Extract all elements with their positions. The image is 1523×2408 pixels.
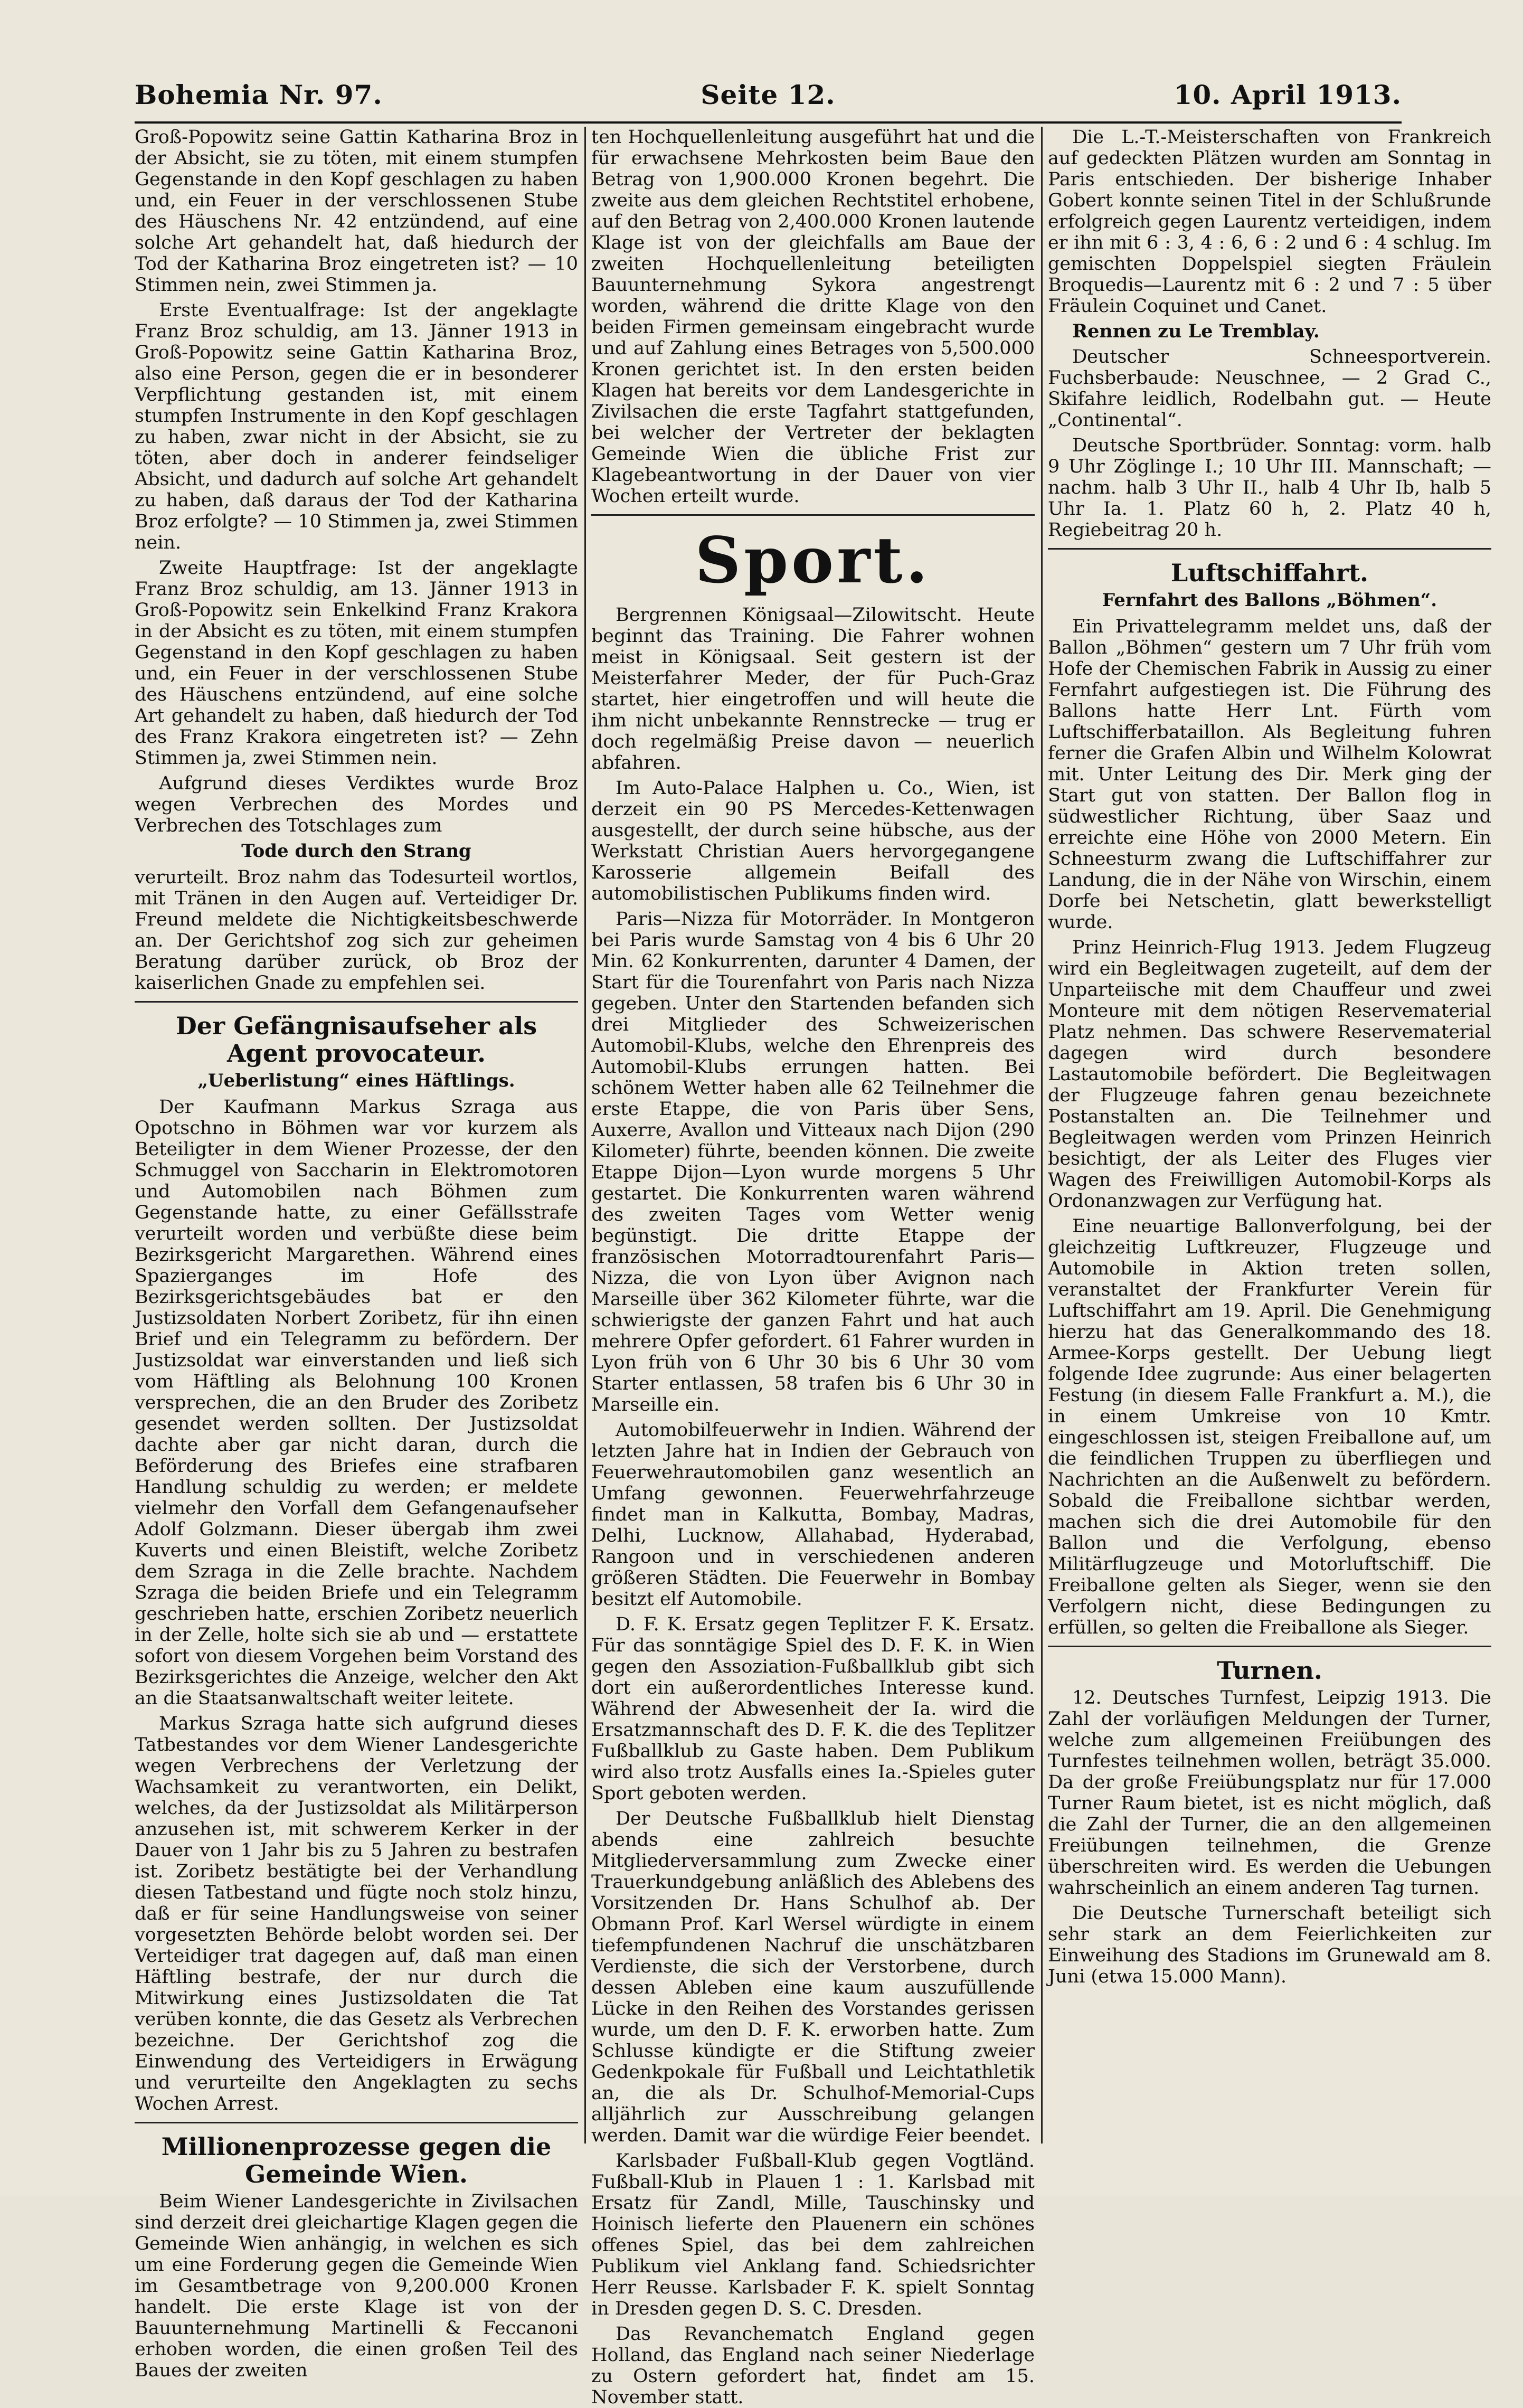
sport-paragraph-sportbrueder: Deutsche Sportbrüder. Sonntag: vorm. halb 9 Uhr Zöglinge I.; 10 Uhr III. Mannschaft; — nachm. halb 3 Uhr II., halb 4 Uhr Ib, halb 5 Uhr Ia. 1. Platz 60 h, 2. Platz 40 h, Regiebeitrag 20 h. [1048,435,1491,541]
agent-paragraph-1: Der Kaufmann Markus Szraga aus Opotschno in Böhmen war vor kurzem als Beteiligter in dem Wiener Prozesse, der den Schmuggel von Saccharin in Elektromotoren und Automobilen nach Böhmen zum Gegenstande hatte, zu einer Gefällsstrafe verurteilt worden und verbüßte diese beim Bezirksgericht Margarethen. Während eines Spazierganges im Hofe des Bezirksgerichtsgebäudes bat er den Justizsoldaten Norbert Zoribetz, für ihn einen Brief und ein Telegramm zu befördern. Der Justizsoldat war einverstanden und ließ sich vom Häftling als Belohnung 100 Kronen versprechen, die an den Bruder des Zoribetz gesendet werden sollten. Der Justizsoldat dachte aber gar nicht daran, durch die Beförderung des Briefes eine strafbaren Handlung schuldig zu werden; er meldete vielmehr den Vorfall dem Gefangenaufseher Adolf Golzmann. Dieser übergab ihm zwei Kuverts und einen Bleistift, welche Zoribetz dem Szraga in die Zelle brachte. Nachdem Szraga die beiden Briefe und ein Telegramm geschrieben hatte, erschien Zoribetz neuerlich in der Zelle, holte sich sie ab und — erstattete sofort von diesem Vorgehen beim Vorstand des Bezirksgerichtes die Anzeige, welcher den Akt an die Staatsanwaltschaft weiter leitete. [135,1097,578,1709]
masthead [135,79,1402,124]
column-3 [1048,127,1491,2133]
sport-paragraph-bergrennen: Bergrennen Königsaal—Zilowitscht. Heute beginnt das Training. Die Fahrer wohnen meist in Königsaal. Seit gestern ist der Meisterfahrer Meder, der für Puch-Graz startet, hier eingetroffen und will heute die ihm nicht unbekannte Rennstrecke — trug er doch regelmäßig Preise davon — neuerlich abfahren. [591,605,1035,773]
sport-paragraph-tennis: Die L.-T.-Meisterschaften von Frankreich auf gedeckten Plätzen wurden am Sonntag in Paris entschieden. Der bisherige Inhaber Gobert konnte seinen Titel in der Schlußrunde erfolgreich gegen Laurentz verteidigen, indem er ihn mit 6 : 3, 4 : 6, 6 : 2 und 6 : 4 schlug. Im gemischten Doppelspiel siegten Fräulein Broquedis—Laurentz mit 6 : 2 und 7 : 5 über Fräulein Coquinet und Canet. [1048,127,1491,317]
masthead-page-number: Seite 12. [701,79,836,110]
sport-paragraph-le-tremblay: Rennen zu Le Tremblay. [1072,320,1320,342]
trial-paragraph-2: Erste Eventualfrage: Ist der angeklagte Franz Broz schuldig, am 13. Jänner 1913 in Groß-Popowitz seine Gattin Katharina Broz, also eine Person, gegen die er in besonderer Verpflichtung gestanden ist, mit einem stumpfen Instrumente in den Kopf geschlagen zu haben, zwar nicht in der Absicht, sie zu töten, aber doch in anderer feindseliger Absicht, und dadurch auf solche Art gehandelt zu haben, daß daraus der Tod der Katharina Broz erfolgte? — 10 Stimmen ja, zwei Stimmen nein. [135,300,578,553]
article-separator [591,514,1035,516]
turnen-paragraph-leipzig: 12. Deutsches Turnfest, Leipzig 1913. Die Zahl der vorläufigen Meldungen der Turner, welche zum allgemeinen Freiübungen des Turnfestes teilnehmen wollen, beträgt 35.000. Da der große Freiübungsplatz nur für 17.000 Turner Raum bietet, ist es nicht möglich, daß die Zahl der Turner, die an den allgemeinen Freiübungen teilnehmen, die Grenze überschreiten wird. Es werden die Uebungen wahrscheinlich an einem anderen Tag turnen. [1048,1687,1491,1899]
agent-paragraph-2: Markus Szraga hatte sich aufgrund dieses Tatbestandes vor dem Wiener Landesgerichte wegen Verbrechens der Verletzung der Wachsamkeit zu verantworten, ein Delikt, welches, da der Justizsoldat als Militärperson anzusehen ist, mit schwerem Kerker in der Dauer von 1 Jahr bis zu 5 Jahren zu bestrafen ist. Zoribetz bestätigte bei der Verhandlung diesen Tatbestand und fügte noch stolz hinzu, daß er für seine Handlungsweise von seiner vorgesetzten Behörde belobt worden sei. Der Verteidiger trat dagegen auf, daß man einen Häftling bestrafe, der nur durch die Mitwirkung eines Justizsoldaten die Tat verüben konnte, die das Gesetz als Verbrechen bezeichne. Der Gerichtshof zog die Einwendung des Verteidigers in Erwägung und verurteilte den Angeklagten zu sechs Wochen Arrest. [135,1713,578,2114]
luft-paragraph-ballonverfolgung: Eine neuartige Ballonverfolgung, bei der gleichzeitig Luftkreuzer, Flugzeuge und Automobile in Aktion treten sollen, veranstaltet der Frankfurter Verein für Luftschiffahrt am 19. April. Die Genehmigung hierzu hat das Generalkommando des 18. Armee-Korps gestellt. Der Uebung liegt folgende Idee zugrunde: Aus einer belagerten Festung (in diesem Falle Frankfurt a. M.), die in einem Umkreise von 10 Kmtr. eingeschlossen ist, steigen Freiballone auf, um die feindlichen Truppen zu überfliegen und Nachrichten an die Außenwelt zu befördern. Sobald die Freiballone sichtbar werden, machen sich die drei Automobile für den Ballon und die Verfolgung, ebenso Militärflugzeuge und Motorluftschiff. Die Freiballone gelten als Sieger, wenn sie den Verfolgern nicht, diese Bedingungen zu erfüllen, so gelten die Freiballone als Sieger. [1048,1216,1491,1638]
millionen-paragraph-1: Beim Wiener Landesgerichte in Zivilsachen sind derzeit drei gleichartige Klagen gegen die Gemeinde Wien anhängig, in welchen es sich um eine Forderung gegen die Gemeinde Wien im Gesamtbetrage von 9,200.000 Kronen handelt. Die erste Klage ist von der Bauunternehmung Martinelli & Feccanoni erhoben worden, die einen großen Teil des Baues der zweiten [135,2191,578,2381]
column-rule-right [1041,127,1043,2143]
article-separator [1048,548,1491,550]
sport-paragraph-karlsbader: Karlsbader Fußball-Klub gegen Vogtländ. Fußball-Klub in Plauen 1 : 1. Karlsbad mit Ersatz für Zandl, Mille, Tauschinsky und Hoinisch lieferte den Plauenern ein schönes offenes Spiel, das bei dem zahlreichen Publikum viel Anklang fand. Schiedsrichter Herr Reusse. Karlsbader F. K. spielt Sonntag in Dresden gegen D. S. C. Dresden. [591,2150,1035,2319]
sport-paragraph-auto-palace: Im Auto-Palace Halphen u. Co., Wien, ist derzeit ein 90 PS Mercedes-Kettenwagen ausgestellt, der durch seine hübsche, aus der Werkstatt Christian Auers hervorgegangene Karosserie allgemein Beifall des automobilistischen Publikums finden wird. [591,778,1035,904]
trial-paragraph-1: Groß-Popowitz seine Gattin Katharina Broz in der Absicht, sie zu töten, mit einem stumpfen Gegenstande in den Kopf geschlagen zu haben und, ein Feuer in der verschlossenen Stube des Häuschens Nr. 42 entzündend, auf eine solche Art gehandelt hat, daß hiedurch der Tod der Katharina Broz eingetreten ist? — 10 Stimmen nein, zwei Stimmen ja. [135,127,578,296]
section-heading-turnen: Turnen. [1217,1656,1322,1685]
masthead-date: 10. April 1913. [1174,79,1402,110]
article-separator [135,2122,578,2123]
article-separator [1048,1646,1491,1647]
trial-paragraph-4: Aufgrund dieses Verdiktes wurde Broz wegen Verbrechen des Mordes und Verbrechen des Totschlages zum [135,773,578,836]
trial-paragraph-3: Zweite Hauptfrage: Ist der angeklagte Franz Broz schuldig, am 13. Jänner 1913 in Groß-Popowitz sein Enkelkind Franz Krakora in der Absicht es zu töten, mit einem stumpfen Gegenstand in den Kopf geschlagen zu haben und, ein Feuer in der verschlossenen Stube des Häuschens entzündend, auf eine solche Art gehandelt zu haben, daß hiedurch der Tod des Franz Krakora eingetreten ist? — Zehn Stimmen ja, zwei Stimmen nein. [135,558,578,769]
article-heading-millionenprozesse: Millionenprozesse gegen die Gemeinde Wien. [161,2132,552,2188]
trial-verdict-heading: Tode durch den Strang [241,841,471,862]
turnen-paragraph-stadion: Die Deutsche Turnerschaft beteiligt sich sehr stark an dem Feierlichkeiten zur Einweihung des Stadions im Grunewald am 8. Juni (etwa 15.000 Mann). [1048,1903,1491,1987]
article-subheading-ballon-boehmen: Fernfahrt des Ballons „Böhmen“. [1102,590,1437,611]
sport-paragraph-revanchematch: Das Revanchematch England gegen Holland, das England nach seiner Niederlage zu Ostern gefordert hat, findet am 15. November statt. [591,2324,1035,2408]
section-heading-luftschiffahrt: Luftschiffahrt. [1170,559,1369,587]
sport-paragraph-paris-nizza: Paris—Nizza für Motorräder. In Montgeron bei Paris wurde Samstag von 4 bis 6 Uhr 20 Min. 62 Konkurrenten, darunter 4 Damen, der Start für die Tourenfahrt von Paris nach Nizza gegeben. Unter den Startenden befanden sich drei Mitglieder des Schweizerischen Automobil-Klubs, welche den Ehrenpreis des Automobil-Klubs errungen hatten. Bei schönem Wetter haben alle 62 Teilnehmer die erste Etappe, die von Paris über Sens, Auxerre, Avallon und Vitteaux nach Dijon (290 Kilometer) führte, beenden können. Die zweite Etappe Dijon—Lyon wurde morgens 5 Uhr gestartet. Die Konkurrenten waren während des zweiten Tages vom Wetter wenig begünstigt. Die dritte Etappe der französischen Motorradtourenfahrt Paris—Nizza, die von Lyon über Avignon nach Marseille über 362 Kilometer führte, war die schwierigste der ganzen Fahrt und hat auch mehrere Opfer gefordert. 61 Fahrer wurden in Lyon früh von 6 Uhr 30 bis 6 Uhr 30 vom Starter entlassen, 58 trafen bis 6 Uhr 30 in Marseille ein. [591,909,1035,1415]
column-2 [591,127,1035,2408]
sport-paragraph-deutscher-fussballklub: Der Deutsche Fußballklub hielt Dienstag abends eine zahlreich besuchte Mitgliederversammlung zum Zwecke einer Trauerkundgebung anläßlich des Ablebens des Vorsitzenden Dr. Hans Schulhof ab. Der Obmann Prof. Karl Wersel würdigte in einem tiefempfundenen Nachruf die unschätzbaren Verdienste, die sich der Verstorbene, durch dessen Ableben eine kaum auszufüllende Lücke in den Reihen des Vorstandes gerissen wurde, um den D. F. K. erworben hatte. Zum Schlusse kündigte er die Stiftung zweier Gedenkpokale für Fußball und Leichtathletik an, die als Dr. Schulhof-Memorial-Cups alljährlich zur Ausschreibung gelangen werden. Damit war die würdige Feier beendet. [591,1808,1035,2146]
millionen-paragraph-2: ten Hochquellenleitung ausgeführt hat und die für erwachsene Mehrkosten beim Baue den Betrag von 1,900.000 Kronen begehrt. Die zweite aus dem gleichen Rechtstitel erhobene, auf den Betrag von 2,400.000 Kronen lautende Klage ist von der gleichfalls am Baue der zweiten Hochquellenleitung beteiligten Bauunternehmung Sykora angestrengt worden, während die dritte Klage von den beiden Firmen gemeinsam eingebracht wurde und auf Zahlung eines Betrages von 5,500.000 Kronen gerichtet ist. In den ersten beiden Klagen hat bereits vor dem Landesgerichte in Zivilsachen die erste Tagfahrt stattgefunden, bei welcher der Vertreter der beklagten Gemeinde Wien die übliche Frist zur Klagebeantwortung in der Dauer von vier Wochen erteilt wurde. [591,127,1035,507]
trial-paragraph-5: verurteilt. Broz nahm das Todesurteil wortlos, mit Tränen in den Augen auf. Verteidiger Dr. Freund meldete die Nichtigkeitsbeschwerde an. Der Gerichtshof zog sich zur geheimen Beratung darüber zurück, ob Broz der kaiserlichen Gnade zu empfehlen sei. [135,867,578,994]
sport-paragraph-feuerwehr-indien: Automobilfeuerwehr in Indien. Während der letzten Jahre hat in Indien der Gebrauch von Feuerwehrautomobilen ganz wesentlich an Umfang gewonnen. Feuerwehrfahrzeuge findet man in Kalkutta, Bombay, Madras, Delhi, Lucknow, Allahabad, Hyderabad, Rangoon und in verschiedenen anderen größeren Städten. Die Feuerwehr in Bombay besitzt elf Automobile. [591,1420,1035,1610]
column-1 [135,127,578,2381]
article-heading-agent-provocateur: Der Gefängnisaufseher als Agent provocateur. [175,1012,537,1068]
article-subheading-agent-provocateur: „Ueberlistung“ eines Häftlings. [197,1070,515,1091]
section-heading-sport: Sport. [695,523,931,598]
article-separator [135,1001,578,1003]
luft-paragraph-ballon: Ein Privattelegramm meldet uns, daß der Ballon „Böhmen“ gestern um 7 Uhr früh vom Hofe der Chemischen Fabrik in Aussig zu einer Fernfahrt aufgestiegen ist. Die Führung des Ballons hatte Herr Lnt. Fürth vom Luftschifferbataillon. Als Begleitung fuhren ferner die Grafen Albin und Wilhelm Kolowrat mit. Unter Leitung des Dir. Merk ging der Start gut von statten. Der Ballon flog in südwestlicher Richtung, über Saaz und erreichte eine Höhe von 2000 Metern. Ein Schneesturm zwang die Luftschiffahrer zur Landung, die in der Nähe von Wirschin, einem Dorfe bei Netschetin, glatt bewerkstelligt wurde. [1048,616,1491,933]
sport-paragraph-dfk-ersatz: D. F. K. Ersatz gegen Teplitzer F. K. Ersatz. Für das sonntägige Spiel des D. F. K. in Wien gegen den Assoziation-Fußballklub gibt sich dort ein außerordentliches Interesse kund. Während der Abwesenheit der Ia. wird die Ersatzmannschaft des D. F. K. die des Teplitzer Fußballklub zu Gaste haben. Dem Publikum wird also trotz Ausfalls eines Ia.-Spieles guter Sport geboten werden. [591,1614,1035,1804]
column-rule-left [584,127,586,2143]
luft-paragraph-prinz-heinrich: Prinz Heinrich-Flug 1913. Jedem Flugzeug wird ein Begleitwagen zugeteilt, auf dem der Unparteiische mit dem Chauffeur und zwei Monteure mit dem nötigen Reservematerial Platz nehmen. Das schwere Reservematerial dagegen wird durch besondere Lastautomobile befördert. Die Begleitwagen der Flugzeuge fahren genau bezeichnete Postanstalten an. Die Teilnehmer und Begleitwagen werden vom Prinzen Heinrich besichtigt, der als Leiter des Fluges vier Wagen des Freiwilligen Automobil-Korps als Ordonanzwagen zur Verfügung hat. [1048,937,1491,1212]
masthead-issue: Bohemia Nr. 97. [135,79,383,110]
sport-paragraph-schneesport: Deutscher Schneesportverein. Fuchsberbaude: Neuschnee, — 2 Grad C., Skifahre leidlich, Rodelbahn gut. — Heute „Continental“. [1048,346,1491,431]
